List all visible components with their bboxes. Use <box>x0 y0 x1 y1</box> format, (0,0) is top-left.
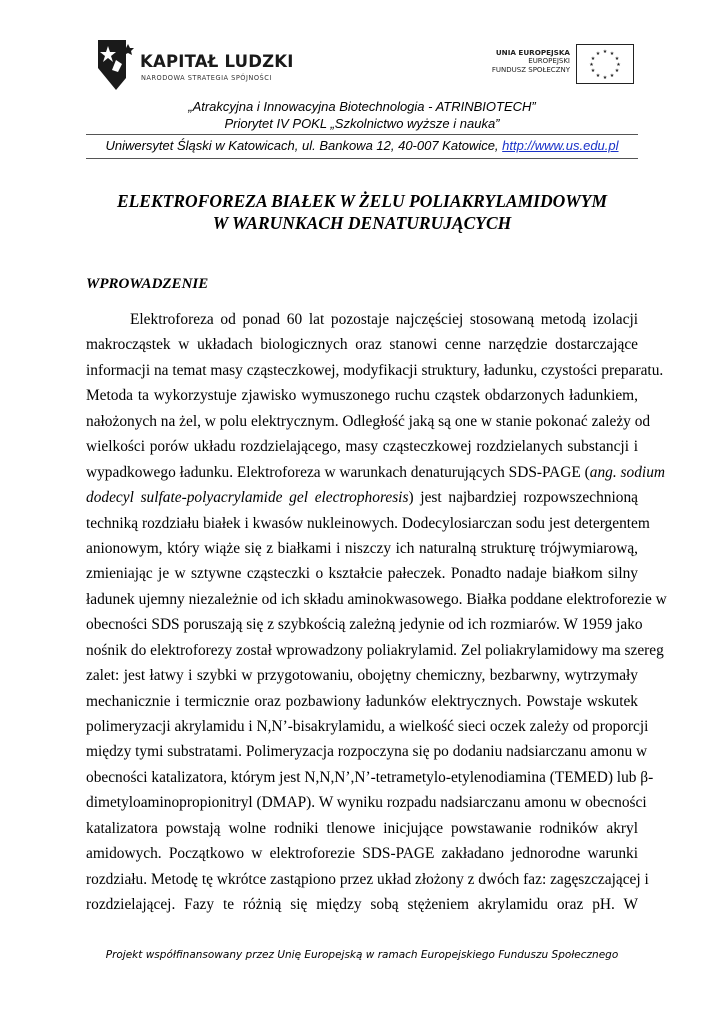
document-title-line-2: W WARUNKACH DENATURUJĄCYCH <box>212 213 512 233</box>
header-divider <box>86 134 638 135</box>
body-paragraph <box>86 307 667 918</box>
eu-line-2: EUROPEJSKI <box>528 57 570 65</box>
svg-text:★: ★ <box>609 73 615 79</box>
text-line: katalizatora powstają wolne rodniki tlenowe inicjujące powstawanie rodników akryl <box>86 819 638 837</box>
text-line <box>86 460 666 485</box>
text-line: techniką rozdziału białek i kwasów nukleinowych. Dodecylosiarczan sodu jest detergentem <box>86 514 650 532</box>
university-link[interactable]: http://www.us.edu.pl <box>502 138 619 153</box>
text-line: zalet: jest łatwy i szybki w przygotowaniu, obojętny chemiczny, bezbarwny, wytrzymały <box>86 667 638 685</box>
svg-text:★: ★ <box>602 49 608 55</box>
text-line-italic: dodecyl sulfate-polyacrylamide gel electrophoresis <box>86 489 409 507</box>
kapital-ludzki-emblem-icon <box>96 38 136 92</box>
svg-text:★: ★ <box>590 68 596 74</box>
kapital-ludzki-title: KAPITAŁ LUDZKI <box>140 52 294 71</box>
text-line: obecności SDS poruszają się z szybkością zależną jedynie od ich rozmiarów. W 1959 jako <box>86 616 643 634</box>
kapital-ludzki-logo <box>96 38 296 92</box>
project-name: „Atrakcyjna i Innowacyjna Biotechnologia - ATRINBIOTECH” <box>188 99 536 114</box>
svg-text:★: ★ <box>595 51 601 57</box>
svg-text:★: ★ <box>616 62 621 68</box>
text-line: ładunek ujemny niezależnie od ich składu aminokwasowego. Białka poddane elektroforezie w <box>86 590 667 608</box>
text-line: obecności katalizatora, którym jest N,N,N’,N’-tetrametylo-etylenodiamina (TEMED) lub β- <box>86 768 654 786</box>
header-divider-bottom <box>86 158 638 159</box>
svg-text:★: ★ <box>614 56 620 62</box>
footer-text: Projekt współfinansowany przez Unię Europejską w ramach Europejskiego Funduszu Społecznego <box>105 949 619 961</box>
svg-text:★: ★ <box>609 51 615 57</box>
text-line: dimetyloaminopropionitryl (DMAP). W wyniku rozpadu nadsiarczanu amonu w obecności <box>86 794 647 812</box>
eu-flag-icon <box>576 44 634 84</box>
project-priority: Priorytet IV POKL „Szkolnictwo wyższe i nauka” <box>224 116 500 131</box>
text-line-italic: ang. sodium <box>589 463 666 481</box>
kapital-ludzki-subtitle: NARODOWA STRATEGIA SPÓJNOŚCI <box>141 74 272 82</box>
svg-text:★: ★ <box>589 62 594 68</box>
text-line: rozdziału. Metodę tę wkrótce zastąpiono przez układ złożony z dwóch faz: zagęszczającej i <box>86 870 649 888</box>
svg-text:★: ★ <box>614 68 620 74</box>
text-line: zmieniając je w sztywne cząsteczki o kształcie pałeczek. Ponadto nadaje białkom silny <box>86 565 638 583</box>
text-line: nośnik do elektroforezy został wprowadzony poliakrylamid. Zel poliakrylamidowy ma szereg <box>86 641 664 659</box>
eu-logo-text <box>492 48 570 75</box>
eu-line-1: UNIA EUROPEJSKA <box>495 48 570 57</box>
text-line: Elektroforeza od ponad 60 lat pozostaje najczęściej stosowaną metodą izolacji <box>130 311 638 328</box>
address-text: Uniwersytet Śląski w Katowicach, ul. Bankowa 12, 40-007 Katowice, <box>105 138 503 153</box>
text-line: anionowym, który wiąże się z białkami i niszczy ich naturalną strukturę trójwymiarową, <box>86 539 638 557</box>
text-line: rozdzielającej. Fazy te różnią się między sobą stężeniem akrylamidu oraz pH. W <box>86 896 638 914</box>
document-title-line-1: ELEKTROFOREZA BIAŁEK W ŻELU POLIAKRYLAMIDOWYM <box>116 191 608 211</box>
svg-text:★: ★ <box>595 73 601 79</box>
eu-logo <box>491 44 634 88</box>
text-line: mechanicznie i termicznie oraz pozbawiony ładunków elektrycznych. Powstaje wskutek <box>86 692 638 710</box>
eu-line-3: FUNDUSZ SPOŁECZNY <box>491 66 570 74</box>
address-line <box>0 138 724 153</box>
section-heading: WPROWADZENIE <box>86 276 209 292</box>
text-line-part: wypadkowego ładunku. Elektroforeza w warunkach denaturujących SDS-PAGE ( <box>86 463 590 481</box>
text-line: nałożonych na żel, w polu elektrycznym. Odległość jaką są one w stanie pokonać zależy od <box>86 412 651 430</box>
text-line: amidowych. Początkowo w elektroforezie SDS-PAGE zakładano jednorodne warunki <box>86 845 638 863</box>
text-line: informacji na temat masy cząsteczkowej, modyfikacji struktury, ładunku, czystości preparatu. <box>86 361 664 379</box>
text-line: makrocząstek w układach biologicznych oraz stanowi cenne narzędzie dostarczające <box>86 336 638 354</box>
text-line: wielkości porów układu rozdzielającego, masy cząsteczkowej rozdzielanych substancji i <box>86 438 638 456</box>
text-line: polimeryzacji akrylamidu i N,N’-bisakrylamidu, a wielkość sieci oczek zależy od proporcji <box>86 718 649 735</box>
svg-text:★: ★ <box>590 56 596 62</box>
text-line: Metoda ta wykorzystuje zjawisko wymuszonego ruchu cząstek obdarzonych ładunkiem, <box>86 387 638 405</box>
svg-text:★: ★ <box>602 75 608 81</box>
text-line-part: ) jest najbardziej rozpowszechnioną <box>408 489 638 507</box>
text-line <box>86 485 638 510</box>
text-line: między tymi substratami. Polimeryzacja rozpoczyna się po dodaniu nadsiarczanu amonu w <box>86 743 648 761</box>
